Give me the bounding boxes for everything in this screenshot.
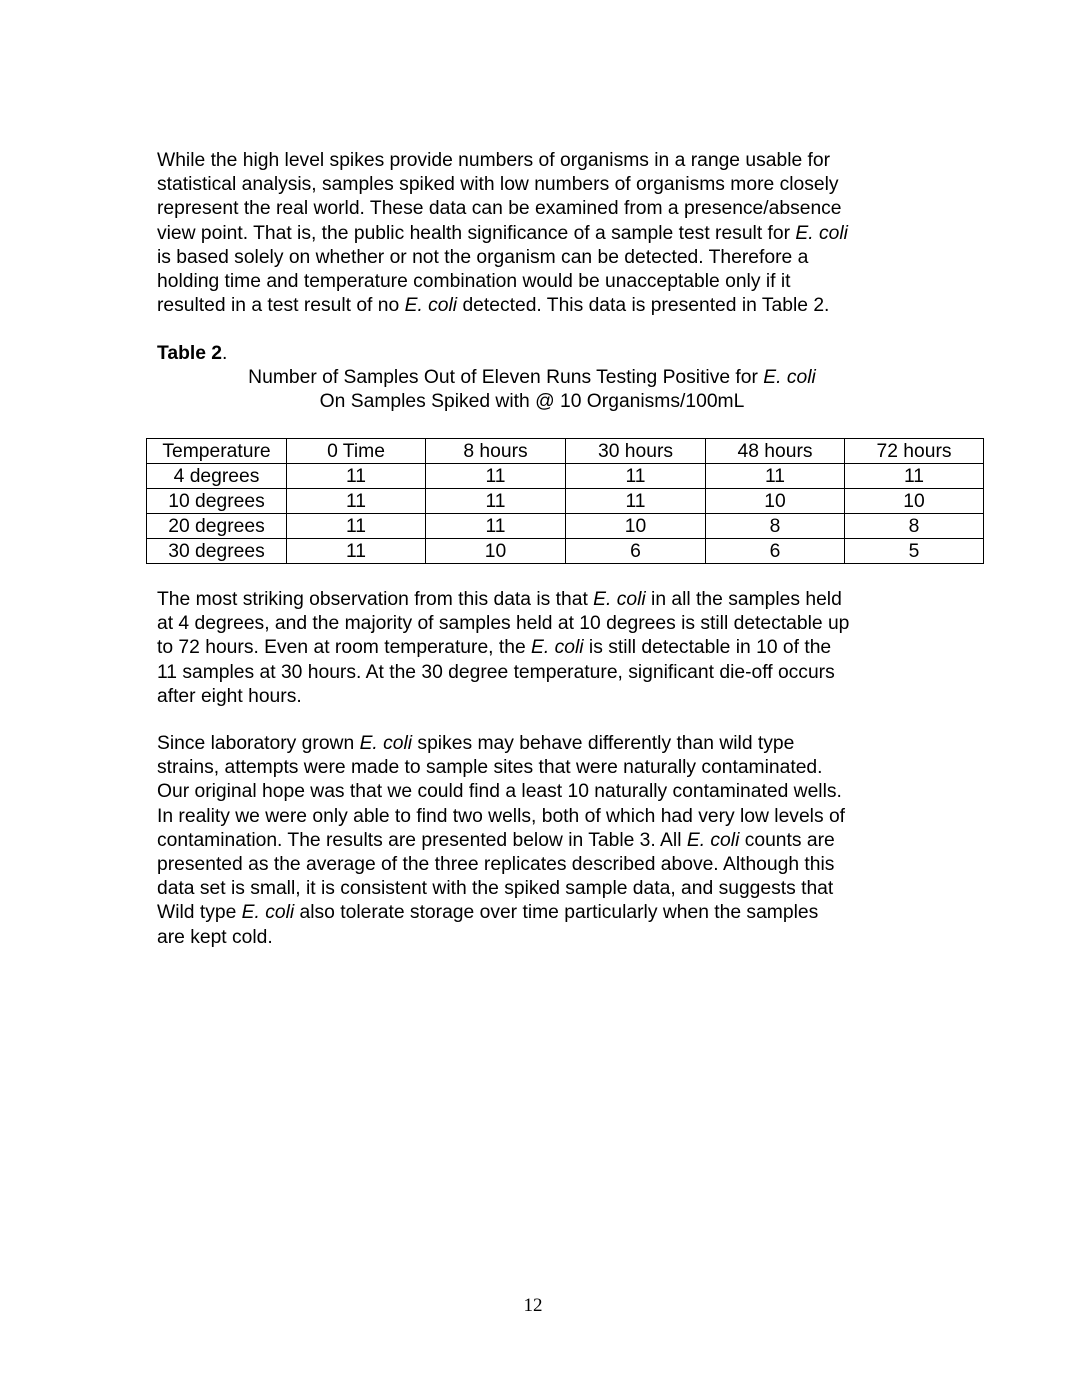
text-line: are kept cold. bbox=[157, 926, 273, 948]
text-line: contamination. The results are presented below in Table 3. All E. coli counts are bbox=[157, 829, 835, 851]
table-header-cell: Temperature bbox=[147, 439, 287, 464]
table-cell: 11 bbox=[566, 489, 706, 514]
text-line: is based solely on whether or not the organism can be detected. Therefore a bbox=[157, 246, 809, 268]
paragraph-intro bbox=[157, 149, 937, 318]
table-cell: 11 bbox=[845, 464, 984, 489]
table-cell: 8 bbox=[706, 514, 845, 539]
species-name: E. coli bbox=[795, 222, 848, 244]
text-line: data set is small, it is consistent with the spiked sample data, and suggests that bbox=[157, 878, 834, 900]
text-line: resulted in a test result of no E. coli detected. This data is presented in Table 2. bbox=[157, 295, 830, 317]
text-line: to 72 hours. Even at room temperature, the E. coli is still detectable in 10 of the bbox=[157, 637, 832, 659]
table-cell: 11 bbox=[287, 514, 426, 539]
text-line: at 4 degrees, and the majority of samples held at 10 degrees is still detectable up bbox=[157, 613, 850, 635]
table-cell: 11 bbox=[426, 489, 566, 514]
table-label: Table 2. bbox=[157, 343, 228, 364]
table-cell: 10 bbox=[566, 514, 706, 539]
table-cell: 11 bbox=[566, 464, 706, 489]
table-row bbox=[147, 489, 984, 514]
species-name: E. coli bbox=[404, 295, 458, 317]
results-table bbox=[146, 438, 984, 564]
text-line: In reality we were only able to find two wells, both of which had very low levels of bbox=[157, 805, 846, 827]
table-row bbox=[147, 464, 984, 489]
table-caption-line-2: On Samples Spiked with @ 10 Organisms/100mL bbox=[319, 391, 745, 412]
table-cell: 11 bbox=[287, 489, 426, 514]
table-cell: 11 bbox=[426, 514, 566, 539]
text-line: view point. That is, the public health significance of a sample test result for E. coli bbox=[157, 222, 848, 244]
species-name: E. coli bbox=[241, 902, 295, 924]
text-line: 11 samples at 30 hours. At the 30 degree temperature, significant die-off occurs bbox=[157, 661, 835, 683]
text-line: While the high level spikes provide numbers of organisms in a range usable for bbox=[157, 150, 831, 171]
table-caption-line-1: Number of Samples Out of Eleven Runs Testing Positive for E. coli bbox=[248, 367, 816, 388]
text-line: after eight hours. bbox=[157, 685, 302, 707]
table-cell: 4 degrees bbox=[147, 464, 287, 489]
table-cell: 30 degrees bbox=[147, 539, 287, 564]
paragraph-observation bbox=[157, 588, 937, 709]
table-row bbox=[147, 514, 984, 539]
table-cell: 6 bbox=[706, 539, 845, 564]
table-cell: 20 degrees bbox=[147, 514, 287, 539]
text-line: Since laboratory grown E. coli spikes may behave differently than wild type bbox=[157, 733, 795, 754]
page-number: 12 bbox=[523, 1295, 543, 1316]
table-row bbox=[147, 539, 984, 564]
table-cell: 11 bbox=[287, 539, 426, 564]
table-header-cell: 48 hours bbox=[706, 439, 845, 464]
table-cell: 5 bbox=[845, 539, 984, 564]
table-cell: 10 bbox=[426, 539, 566, 564]
text-line: presented as the average of the three replicates described above. Although this bbox=[157, 854, 835, 876]
table-cell: 8 bbox=[845, 514, 984, 539]
species-name: E. coli bbox=[359, 733, 413, 754]
text-line: statistical analysis, samples spiked with low numbers of organisms more closely bbox=[157, 174, 839, 196]
table-cell: 10 bbox=[845, 489, 984, 514]
text-line: represent the real world. These data can be examined from a presence/absence bbox=[157, 198, 842, 220]
table-cell: 11 bbox=[706, 464, 845, 489]
text-line: strains, attempts were made to sample sites that were naturally contaminated. bbox=[157, 757, 823, 779]
species-name: E. coli bbox=[763, 367, 816, 388]
table-header-cell: 8 hours bbox=[426, 439, 566, 464]
table-header-cell: 30 hours bbox=[566, 439, 706, 464]
table-cell: 6 bbox=[566, 539, 706, 564]
species-name: E. coli bbox=[686, 829, 740, 851]
table-header-row bbox=[147, 439, 984, 464]
table-cell: 10 degrees bbox=[147, 489, 287, 514]
paragraph-wild-type bbox=[157, 732, 937, 950]
text-line: Wild type E. coli also tolerate storage over time particularly when the samples bbox=[157, 902, 819, 924]
table-header-cell: 72 hours bbox=[845, 439, 984, 464]
species-name: E. coli bbox=[531, 637, 584, 659]
table-cell: 11 bbox=[426, 464, 566, 489]
text-line: The most striking observation from this data is that E. coli in all the samples held bbox=[157, 589, 842, 610]
table-header-cell: 0 Time bbox=[287, 439, 426, 464]
species-name: E. coli bbox=[593, 589, 646, 610]
text-line: holding time and temperature combination would be unacceptable only if it bbox=[157, 271, 791, 293]
text-line: Our original hope was that we could find a least 10 naturally contaminated wells. bbox=[157, 781, 842, 803]
table-cell: 11 bbox=[287, 464, 426, 489]
table-cell: 10 bbox=[706, 489, 845, 514]
